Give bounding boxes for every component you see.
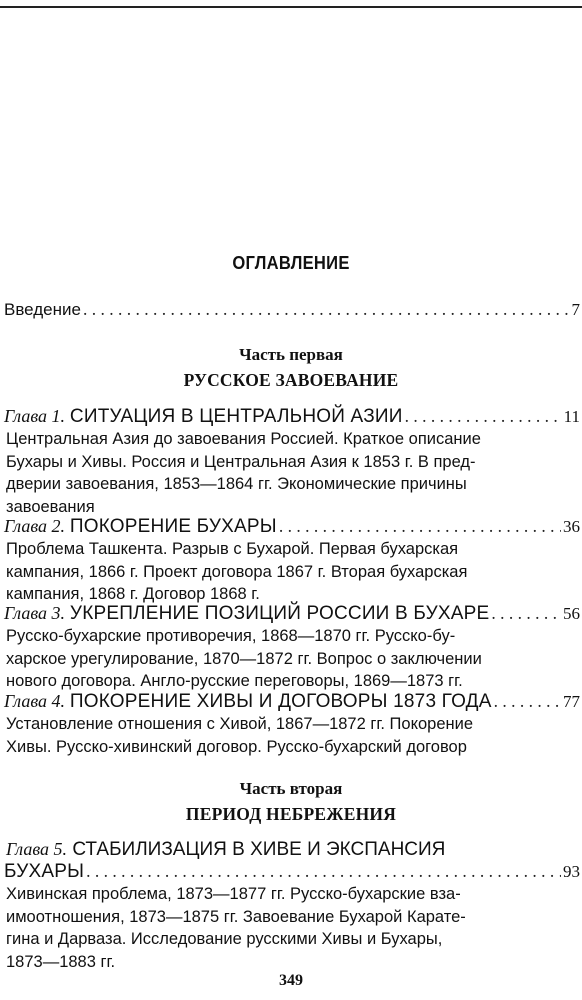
- toc-entry-chapter-5[interactable]: [4, 860, 580, 883]
- chapter-3-title: УКРЕПЛЕНИЕ ПОЗИЦИЙ РОССИИ В БУХАРЕ: [69, 603, 490, 624]
- chapter-1-page: 11: [563, 407, 580, 426]
- chapter-3-prefix: Глава 3.: [4, 603, 66, 623]
- chapter-3-description: Русско-бухарские противоречия, 1868—1870 гг. Русско-бу- харское урегулирование, 1870—1872 гг. Вопрос о заключении нового договора. Англо-русские переговоры, 1869—1873 гг.: [6, 627, 482, 690]
- part1-label: Часть первая: [239, 345, 343, 364]
- chapter-5-page: 93: [563, 862, 580, 881]
- chapter-2-title: ПОКОРЕНИЕ БУХАРЫ: [69, 516, 277, 537]
- chapter-4-title: ПОКОРЕНИЕ ХИВЫ И ДОГОВОРЫ 1873 ГОДА: [69, 691, 492, 712]
- chapter-1-description: Центральная Азия до завоевания Россией. Краткое описание Бухары и Хивы. Россия и Центральная Азия к 1853 г. В пред- дверии завоевания, 1853—1864 гг. Экономические причины завоевания: [6, 430, 481, 516]
- leader-dots: [494, 690, 561, 712]
- leader-dots: [86, 860, 561, 882]
- top-rule: [0, 6, 582, 8]
- chapter-4-page: 77: [563, 692, 580, 711]
- toc-title: ОГЛАВЛЕНИЕ: [232, 253, 350, 273]
- chapter-1-title: СИТУАЦИЯ В ЦЕНТРАЛЬНОЙ АЗИИ: [69, 406, 403, 427]
- leader-dots: [83, 298, 570, 320]
- chapter-2-description: Проблема Ташкента. Разрыв с Бухарой. Первая бухарская кампания, 1866 г. Проект договора 1867 г. Вторая бухарская кампания, 1868 г. Договор 1868 г.: [6, 540, 468, 603]
- leader-dots: [279, 515, 561, 537]
- part1-title: РУССКОЕ ЗАВОЕВАНИЕ: [183, 370, 399, 390]
- chapter-3-page: 56: [563, 604, 580, 623]
- chapter-5-title-line1: СТАБИЛИЗАЦИЯ В ХИВЕ И ЭКСПАНСИЯ: [72, 839, 446, 860]
- chapter-5-title-line2: БУХАРЫ: [4, 861, 85, 882]
- chapter-1-prefix: Глава 1.: [4, 406, 66, 426]
- toc-entry-intro[interactable]: [4, 298, 580, 321]
- part2-title: ПЕРИОД НЕБРЕЖЕНИЯ: [185, 804, 397, 824]
- chapter-4-prefix: Глава 4.: [4, 691, 66, 711]
- toc-entry-chapter-2[interactable]: [4, 515, 580, 538]
- chapter-2-prefix: Глава 2.: [4, 516, 66, 536]
- leader-dots: [405, 405, 562, 427]
- chapter-5-prefix: Глава 5.: [6, 839, 68, 859]
- part2-label: Часть вторая: [239, 779, 343, 798]
- intro-page: 7: [571, 300, 580, 319]
- toc-entry-chapter-3[interactable]: [4, 602, 580, 625]
- chapter-4-description: Установление отношения с Хивой, 1867—1872 гг. Покорение Хивы. Русско-хивинский договор. Русско-бухарский договор: [6, 715, 474, 756]
- chapter-5-description: Хивинская проблема, 1873—1877 гг. Русско-бухарские вза- имоотношения, 1873—1875 гг. Завоевание Бухарой Карате- гина и Дарваза. Исследование русскими Хивы и Бухары, 1873—1883 гг.: [6, 885, 466, 971]
- toc-entry-chapter-1[interactable]: [4, 405, 580, 428]
- intro-label: Введение: [4, 300, 81, 319]
- page-number: 349: [279, 972, 303, 989]
- toc-entry-chapter-5-line1[interactable]: [6, 838, 580, 861]
- chapter-2-page: 36: [563, 517, 580, 536]
- toc-entry-chapter-4[interactable]: [4, 690, 580, 713]
- leader-dots: [491, 602, 561, 624]
